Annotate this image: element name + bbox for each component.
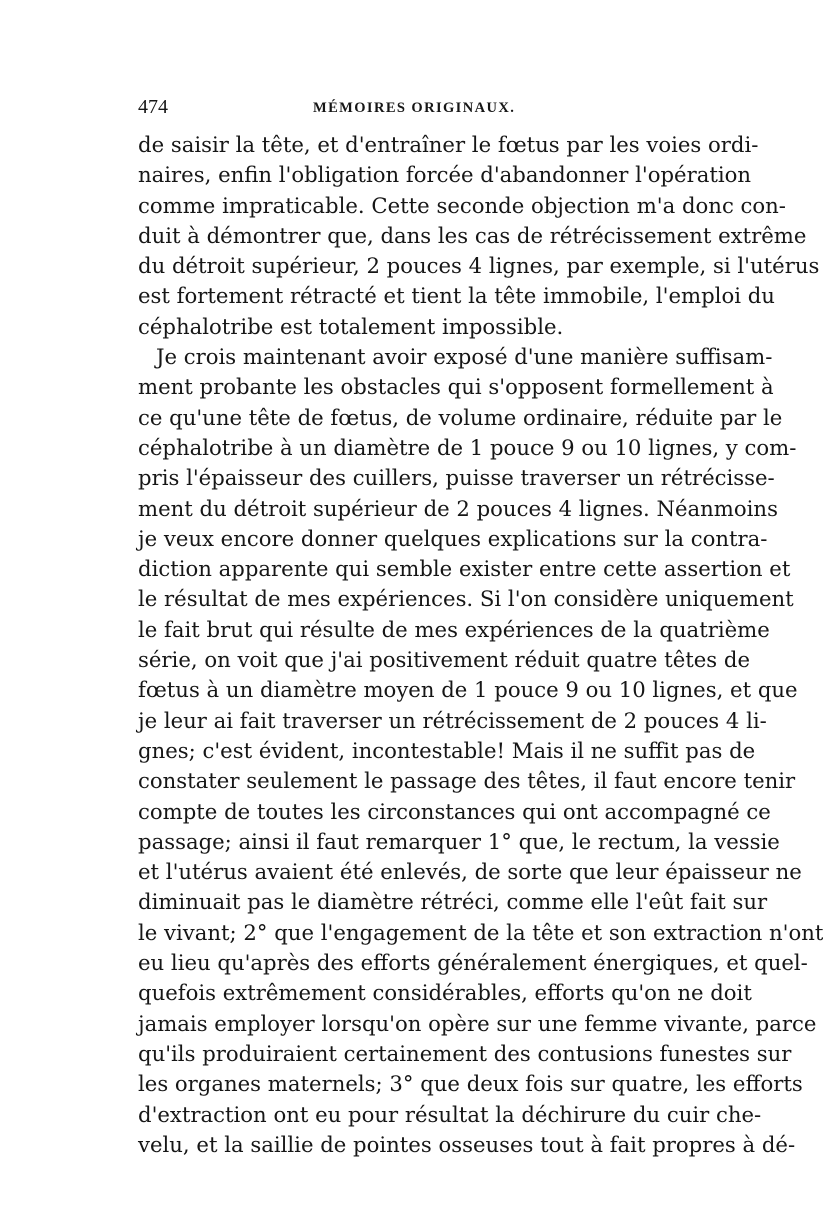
text-line: ment du détroit supérieur de 2 pouces 4 lignes. Néanmoins bbox=[138, 495, 778, 521]
text-line: ment probante les obstacles qui s'opposent formellement à bbox=[138, 374, 774, 400]
text-line: qu'ils produiraient certainement des contusions funestes sur bbox=[138, 1040, 792, 1066]
text-line: série, on voit que j'ai positivement réduit quatre têtes de bbox=[138, 647, 750, 673]
text-line: de saisir la tête, et d'entraîner le fœtus par les voies ordi- bbox=[138, 132, 759, 157]
text-line: quefois extrêmement considérables, efforts qu'on ne doit bbox=[138, 980, 752, 1006]
text-line: comme impraticable. Cette seconde objection m'a donc con- bbox=[138, 192, 786, 218]
text-line: céphalotribe à un diamètre de 1 pouce 9 ou 10 lignes, y com- bbox=[138, 434, 797, 460]
running-title: MÉMOIRES ORIGINAUX. bbox=[313, 100, 516, 116]
text-line: jamais employer lorsqu'on opère sur une femme vivante, parce bbox=[138, 1010, 817, 1036]
text-line: compte de toutes les circonstances qui ont accompagné ce bbox=[138, 798, 771, 824]
text-line: les organes maternels; 3° que deux fois sur quatre, les efforts bbox=[138, 1071, 803, 1097]
text-line: passage; ainsi il faut remarquer 1° que, le rectum, la vessie bbox=[138, 828, 780, 854]
text-line: velu, et la saillie de pointes osseuses tout à fait propres à dé- bbox=[138, 1131, 796, 1157]
text-line: et l'utérus avaient été enlevés, de sorte que leur épaisseur ne bbox=[138, 859, 802, 885]
text-line: diction apparente qui semble exister entre cette assertion et bbox=[138, 556, 791, 582]
text-line: pris l'épaisseur des cuillers, puisse traverser un rétrécisse- bbox=[138, 465, 775, 491]
text-line: je veux encore donner quelques explications sur la contra- bbox=[138, 525, 768, 551]
text-line: d'extraction ont eu pour résultat la déchirure du cuir che- bbox=[138, 1101, 762, 1127]
text-line: le vivant; 2° que l'engagement de la tête et son extraction n'ont bbox=[138, 919, 823, 945]
text-line: naires, enfin l'obligation forcée d'abandonner l'opération bbox=[138, 162, 752, 188]
text-line: duit à démontrer que, dans les cas de rétrécissement extrême bbox=[138, 222, 807, 248]
paragraph-start-line: Je crois maintenant avoir exposé d'une manière suffisam- bbox=[156, 344, 773, 370]
body-text bbox=[138, 130, 823, 1160]
text-line: diminuait pas le diamètre rétréci, comme elle l'eût fait sur bbox=[138, 889, 768, 915]
text-line: constater seulement le passage des têtes, il faut encore tenir bbox=[138, 768, 796, 794]
text-line: du détroit supérieur, 2 pouces 4 lignes, par exemple, si l'utérus bbox=[138, 253, 820, 279]
text-line: eu lieu qu'après des efforts généralement énergiques, et quel- bbox=[138, 950, 808, 976]
text-line: fœtus à un diamètre moyen de 1 pouce 9 ou 10 lignes, et que bbox=[138, 677, 798, 703]
text-line: est fortement rétracté et tient la tête immobile, l'emploi du bbox=[138, 283, 775, 309]
text-line: céphalotribe est totalement impossible. bbox=[138, 313, 564, 339]
text-line: je leur ai fait traverser un rétrécissement de 2 pouces 4 li- bbox=[138, 707, 767, 733]
text-line: le résultat de mes expériences. Si l'on considère uniquement bbox=[138, 586, 794, 612]
text-line: ce qu'une tête de fœtus, de volume ordinaire, réduite par le bbox=[138, 404, 783, 430]
running-head bbox=[138, 96, 664, 122]
page-number: 474 bbox=[138, 96, 168, 118]
text-line: le fait brut qui résulte de mes expériences de la quatrième bbox=[138, 616, 770, 642]
text-line: gnes; c'est évident, incontestable! Mais il ne suffit pas de bbox=[138, 737, 756, 763]
